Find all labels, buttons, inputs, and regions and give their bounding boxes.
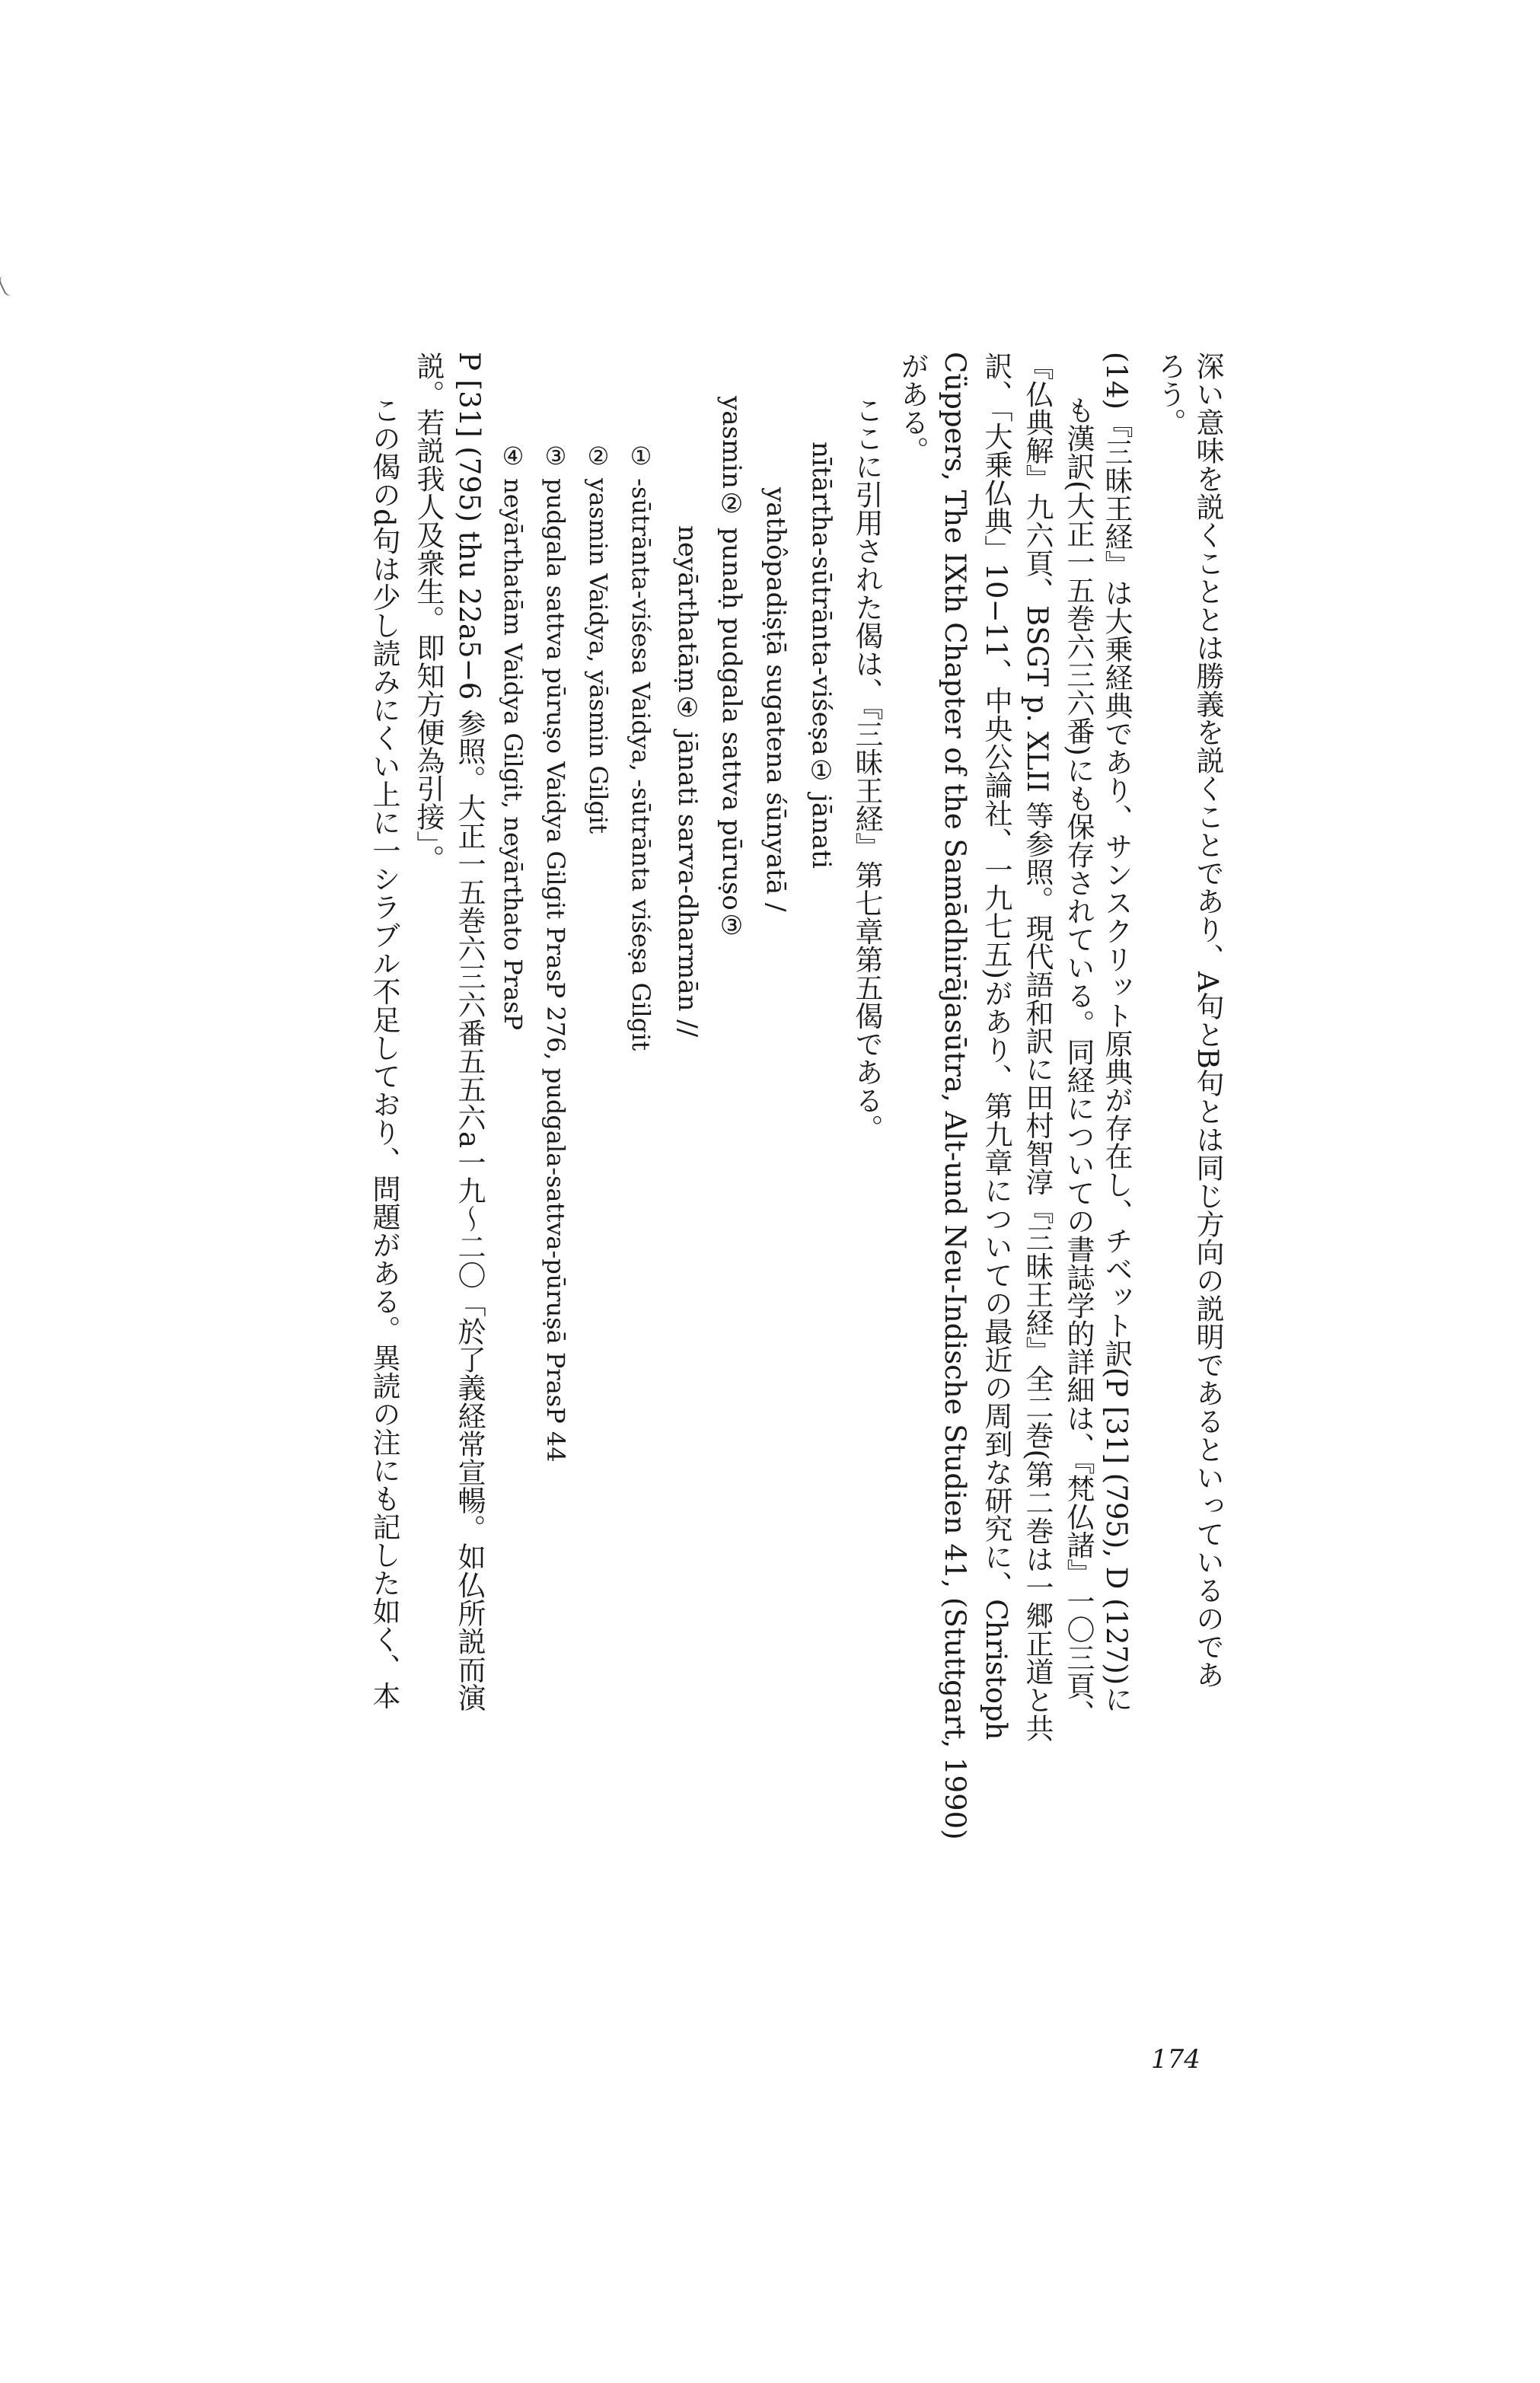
body-line-2: ろう。 bbox=[1153, 352, 1186, 436]
verse-line-a: nītārtha-sūtrānta-viśeṣa① jānati bbox=[806, 442, 837, 869]
note-14-line-3: 『仏典解』九六頁、BSGT p. XLII 等参照。現代語和訳に田村智淳『三昧王経』全二巻(第二巻は一郷正道と共 bbox=[1021, 352, 1054, 1743]
verse-line-b: yathôpadiṣṭā sugatena śūnyatā / bbox=[760, 487, 791, 912]
verse-line-d: neyārthatāṃ④ jānati sarva-dharmān // bbox=[672, 525, 703, 1038]
variant-note-1: ① -sūtrānta-viśesa Vaidya, -sūtrānta viśeṣa Gilgit bbox=[627, 442, 655, 1051]
commentary-line: この偈のd句は少し読みにくい上に一シラブル不足しており、問題がある。異読の注にも記した如く、本 bbox=[368, 396, 400, 1710]
note-14-line-2: も漢訳(大正一五巻六三六番)にも保存されている。同経についての書誌学的詳細は、『梵仏諸』一〇三頁、 bbox=[1062, 396, 1095, 1728]
scan-mark bbox=[0, 275, 13, 298]
note-14-line-1: (14)『三昧王経』は大乗経典であり、サンスクリット原典が存在し、チベット訳(P [31] (795), D (127))に bbox=[1100, 352, 1133, 1714]
body-line-1: 深い意味を説くこととは勝義を説くことであり、A句とB句とは同じ方向の説明であるといっているのであ bbox=[1191, 352, 1224, 1689]
note-14-line-6: がある。 bbox=[896, 352, 929, 464]
reference-line-1: P [31] (795) thu 22a5−6 参照。大正一五巻六三六番五五六a一九〜二〇「於了義経常宣暢。如仏所説而演 bbox=[453, 352, 486, 1711]
variant-note-3: ③ pudgala sattva pūruṣo Vaidya Gilgit PrasP 276, pudgala-sattva-pūruṣā PrasP 44 bbox=[541, 442, 570, 1463]
verse-line-c: yasmin② punaḥ pudgala sattva pūruṣo③ bbox=[716, 396, 747, 941]
variant-note-4: ④ neyārthatām Vaidya Gilgit, neyārthato PrasP bbox=[499, 442, 528, 1031]
verse-intro: ここに引用された偈は、『三昧王経』第七章第五偈である。 bbox=[850, 396, 883, 1143]
reference-line-2: 説。若説我人及衆生。即知方便為引接」。 bbox=[412, 352, 445, 873]
variant-note-2: ② yasmin Vaidya, yāsmin Gilgit bbox=[584, 442, 613, 834]
page-number: 174 bbox=[1151, 2044, 1200, 2075]
note-14-line-5: Cüppers, The IXth Chapter of the Samādhirājasūtra, Alt-und Neu-Indische Studien 41, (Stuttgart, 1990) bbox=[939, 352, 971, 1840]
note-14-line-4: 訳、「大乗仏典」10−11、中央公論社、一九七五)があり、第九章についての最近の周到な研究に、Christoph bbox=[980, 352, 1012, 1740]
